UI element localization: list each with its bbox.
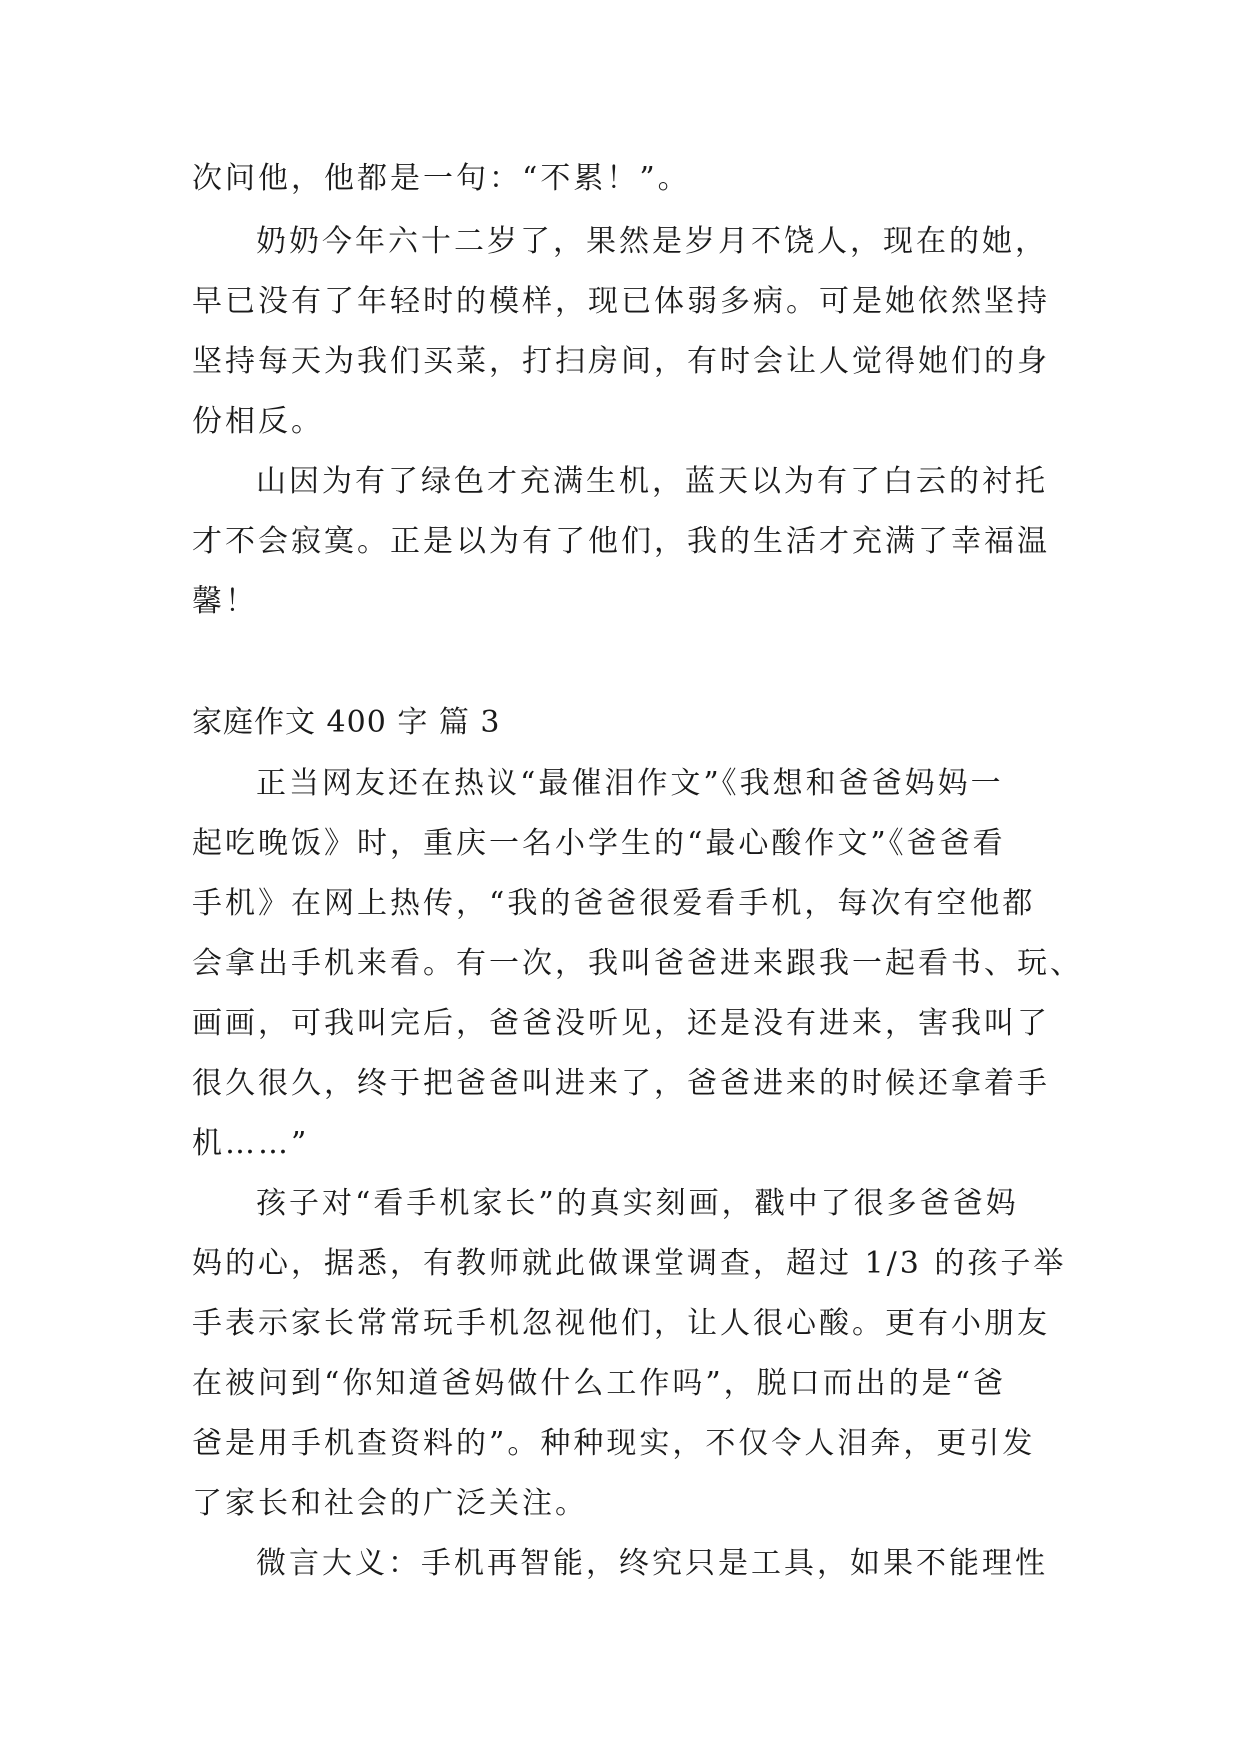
paragraph-line: 了家长和社会的广泛关注。 [192,1486,588,1521]
paragraph-line: 会拿出手机来看。有一次，我叫爸爸进来跟我一起看书、玩、 [192,946,1083,981]
paragraph-line: 画画，可我叫完后，爸爸没听见，还是没有进来，害我叫了 [192,1006,1050,1041]
paragraph-line: 份相反。 [192,404,324,439]
paragraph-line: 手机》在网上热传，“我的爸爸很爱看手机，每次有空他都 [192,886,1036,921]
paragraph-line: 微言大义：手机再智能，终究只是工具，如果不能理性 [256,1546,1048,1581]
paragraph-line: 山因为有了绿色才充满生机，蓝天以为有了白云的衬托 [256,464,1048,499]
paragraph-line: 馨！ [192,584,258,619]
paragraph-line: 早已没有了年轻时的模样，现已体弱多病。可是她依然坚持 [192,284,1050,319]
paragraph-line: 机……” [192,1126,310,1161]
paragraph-line: 很久很久，终于把爸爸叫进来了，爸爸进来的时候还拿着手 [192,1066,1050,1101]
paragraph-line: 次问他，他都是一句：“不累！”。 [192,161,691,196]
section-heading: 家庭作文 400 字 篇 3 [192,705,501,740]
paragraph-line: 才不会寂寞。正是以为有了他们，我的生活才充满了幸福温 [192,524,1050,559]
paragraph-line: 妈的心，据悉，有教师就此做课堂调查，超过 1/3 的孩子举 [192,1246,1067,1281]
paragraph-line: 手表示家长常常玩手机忽视他们，让人很心酸。更有小朋友 [192,1306,1050,1341]
paragraph-line: 起吃晚饭》时，重庆一名小学生的“最心酸作文”《爸爸看 [192,826,1006,861]
paragraph-line: 孩子对“看手机家长”的真实刻画，戳中了很多爸爸妈 [256,1186,1019,1221]
paragraph-line: 在被问到“你知道爸妈做什么工作吗”，脱口而出的是“爸 [192,1366,1007,1401]
paragraph-line: 坚持每天为我们买菜，打扫房间，有时会让人觉得她们的身 [192,344,1050,379]
paragraph-line: 爸是用手机查资料的”。种种现实，不仅令人泪奔，更引发 [192,1426,1036,1461]
paragraph-line: 正当网友还在热议“最催泪作文”《我想和爸爸妈妈一 [256,766,1004,801]
paragraph-line: 奶奶今年六十二岁了，果然是岁月不饶人，现在的她， [256,224,1048,259]
